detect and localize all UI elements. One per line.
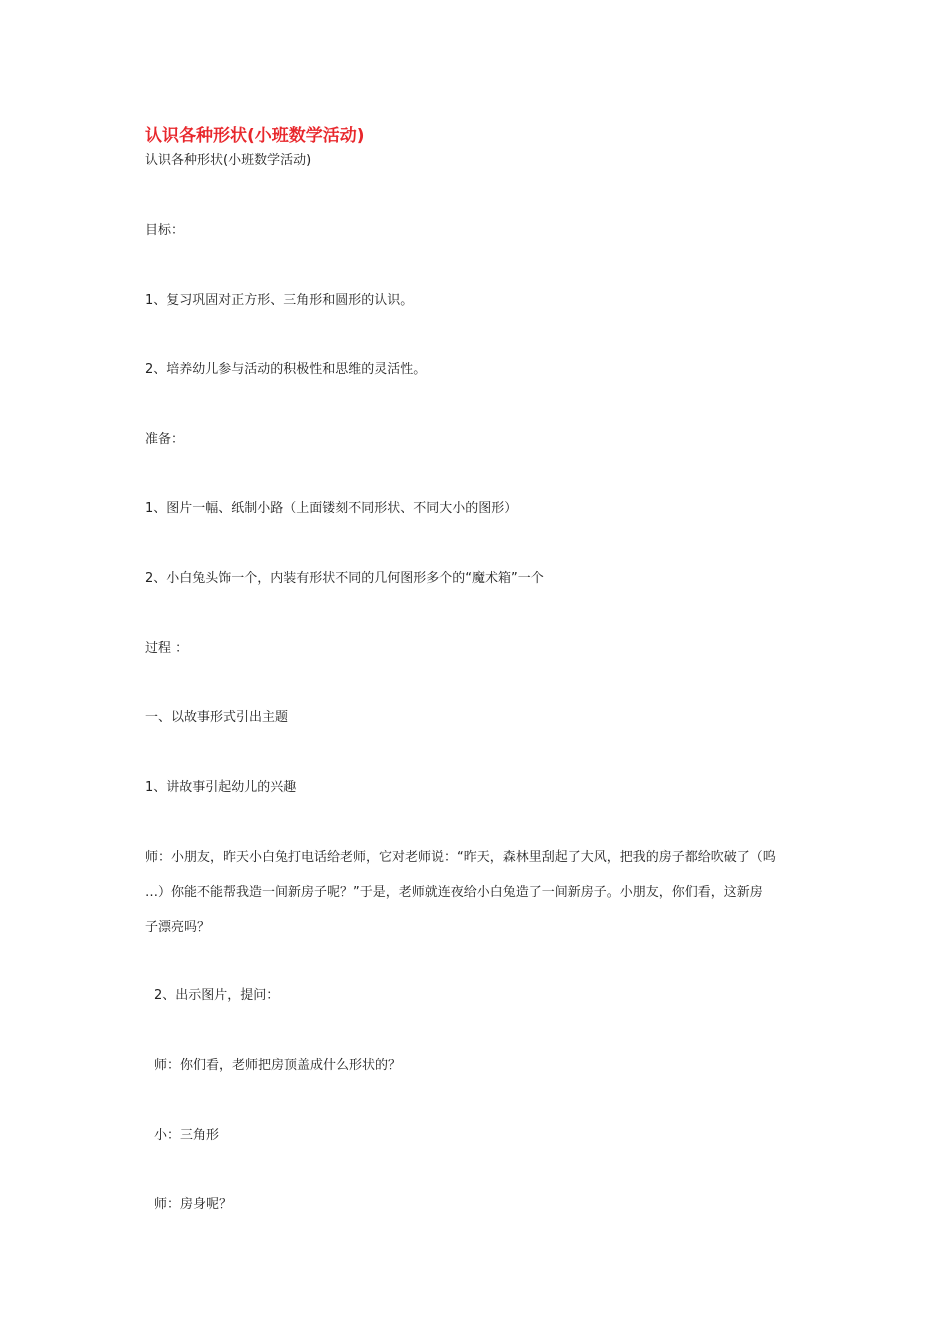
document-subtitle: 认识各种形状(小班数学活动) <box>145 153 312 168</box>
step-2: 2、出示图片，提问： <box>154 988 280 1003</box>
document-title: 认识各种形状(小班数学活动) <box>145 126 365 146</box>
teacher-question-2: 师：房身呢？ <box>154 1197 233 1212</box>
prep-item-1: 1、图片一幅、纸制小路（上面镂刻不同形状、不同大小的图形） <box>145 501 518 516</box>
story-line-3: 子漂亮吗？ <box>145 920 211 935</box>
prep-heading: 准备： <box>145 432 185 447</box>
process-heading: 过程 ： <box>145 641 189 656</box>
child-answer-1: 小：三角形 <box>154 1128 220 1143</box>
story-line-1: 师：小朋友，昨天小白兔打电话给老师，它对老师说：“昨天，森林里刮起了大风，把我的房子都给吹破了（呜 <box>145 850 776 865</box>
story-line-2: …）你能不能帮我造一间新房子呢？”于是，老师就连夜给小白兔造了一间新房子。小朋友，你们看，这新房 <box>145 885 763 900</box>
goal-item-1: 1、复习巩固对正方形、三角形和圆形的认识。 <box>145 293 414 308</box>
goal-item-2: 2、培养幼儿参与活动的积极性和思维的灵活性。 <box>145 362 427 377</box>
prep-item-2: 2、小白兔头饰一个，内装有形状不同的几何图形多个的“魔术箱”一个 <box>145 571 544 586</box>
story-paragraph <box>145 840 815 945</box>
teacher-question-1: 师：你们看，老师把房顶盖成什么形状的？ <box>154 1058 402 1073</box>
step-1: 1、讲故事引起幼儿的兴趣 <box>145 780 297 795</box>
section-heading-1: 一、以故事形式引出主题 <box>145 710 289 725</box>
goal-heading: 目标： <box>145 223 185 238</box>
